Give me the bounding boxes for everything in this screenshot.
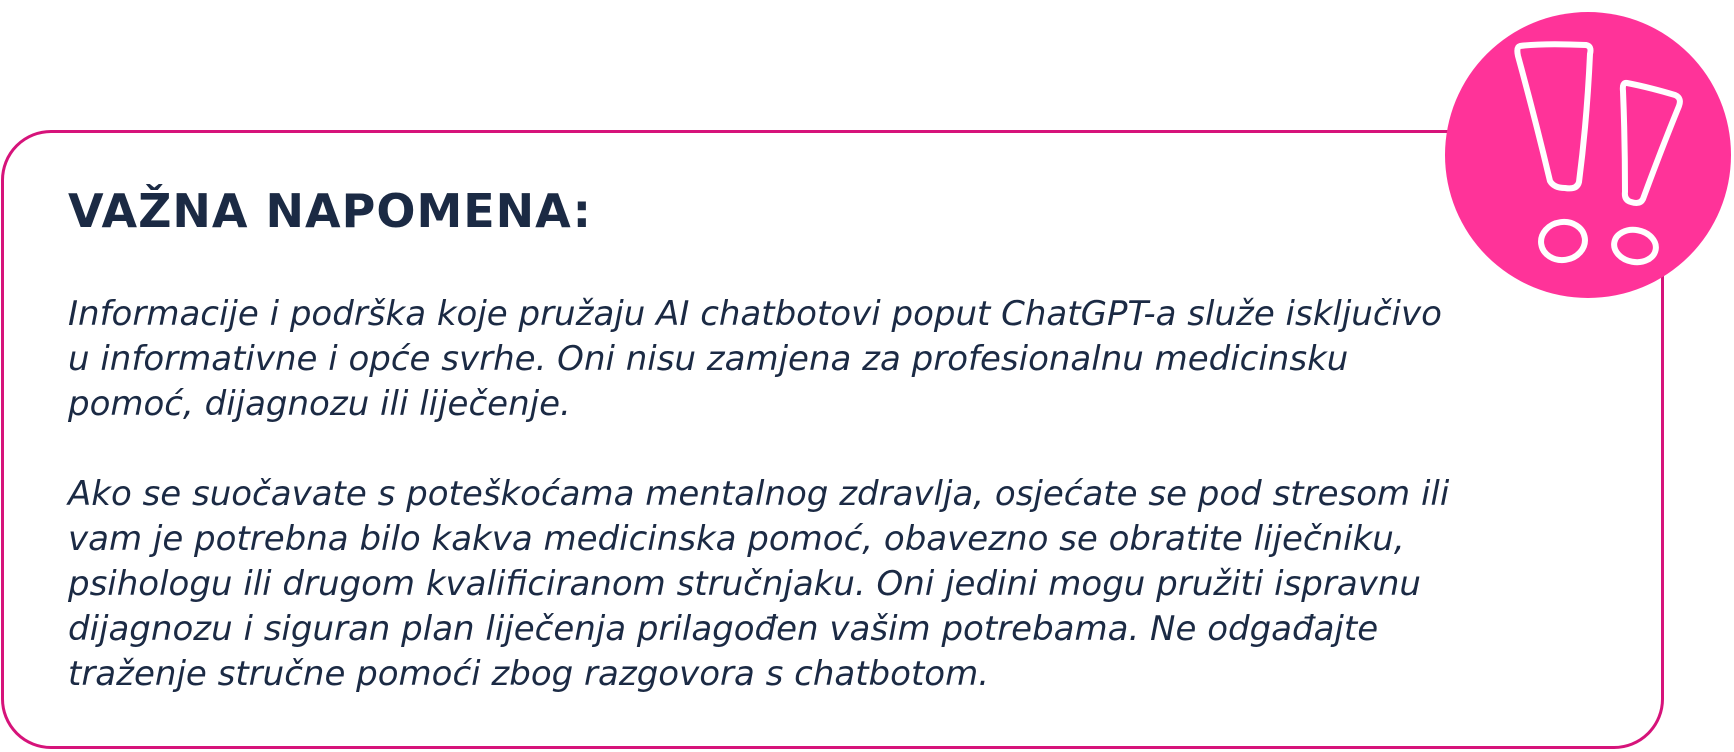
notice-title: VAŽNA NAPOMENA:	[68, 184, 593, 238]
paragraph-1-line-1: Informacije i podrška koje pružaju AI chatbotovi poput ChatGPT-a služe isključivo	[68, 294, 1442, 334]
paragraph-2-line-2: vam je potrebna bilo kakva medicinska pomoć, obavezno se obratite liječniku,	[68, 519, 1405, 559]
double-exclamation-icon	[1443, 10, 1733, 300]
paragraph-1-line-3: pomoć, dijagnozu ili liječenje.	[68, 384, 571, 424]
paragraph-2-line-1: Ako se suočavate s poteškoćama mentalnog zdravlja, osjećate se pod stresom ili	[68, 474, 1450, 514]
paragraph-1-line-2: u informativne i opće svrhe. Oni nisu zamjena za profesionalnu medicinsku	[68, 339, 1349, 379]
paragraph-2-line-4: dijagnozu i siguran plan liječenja prilagođen vašim potrebama. Ne odgađajte	[68, 609, 1379, 649]
notice-paragraph-1	[68, 292, 1442, 427]
paragraph-2-line-3: psihologu ili drugom kvalificiranom stručnjaku. Oni jedini mogu pružiti ispravnu	[68, 564, 1421, 604]
paragraph-2-line-5: traženje stručne pomoći zbog razgovora s chatbotom.	[68, 654, 990, 694]
notice-paragraph-2	[68, 472, 1449, 697]
